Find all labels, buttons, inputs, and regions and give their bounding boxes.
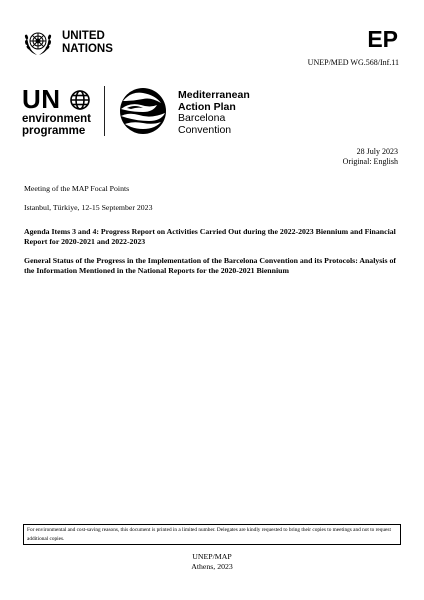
meeting-venue: Istanbul, Türkiye, 12-15 September 2023 bbox=[24, 203, 153, 212]
organization-line-1: UNITED bbox=[62, 30, 105, 42]
unep-logo-line-1: environment bbox=[22, 113, 92, 125]
map-logo-line-3: Barcelona bbox=[178, 112, 226, 124]
document-date-block bbox=[343, 147, 398, 167]
organization-name bbox=[62, 30, 113, 55]
globe-icon bbox=[69, 89, 91, 111]
original-language: Original: English bbox=[342, 157, 398, 166]
printing-note: For environmental and cost-saving reasons, this document is printed in a limited number. Delegates are kindly requested to bring their copies to meetings and not to request additional copies. bbox=[23, 524, 401, 545]
map-wave-emblem-icon bbox=[113, 87, 173, 135]
unep-logo-un: UN bbox=[22, 84, 61, 114]
footer bbox=[0, 552, 424, 571]
unep-logo bbox=[22, 86, 103, 138]
meeting-name: Meeting of the MAP Focal Points bbox=[24, 184, 130, 193]
map-logo-line-4: Convention bbox=[178, 123, 232, 136]
document-symbol: UNEP/MED WG.568/Inf.11 bbox=[307, 58, 399, 67]
footer-place-year: Athens, 2023 bbox=[191, 561, 233, 571]
un-emblem-icon bbox=[22, 26, 54, 58]
unep-logo-text bbox=[22, 113, 91, 137]
logo-divider bbox=[104, 86, 105, 136]
unep-logo-line-2: programme bbox=[22, 125, 86, 137]
organization-line-2: NATIONS bbox=[62, 42, 113, 55]
document-title: General Status of the Progress in the Implementation of the Barcelona Convention and its Protocols: Analysis of the Information Mentioned in the National Reports for the 2020-2021 Biennium bbox=[24, 256, 396, 275]
map-logo-line-2: Action Plan bbox=[178, 100, 236, 113]
language-code: EP bbox=[367, 26, 398, 52]
document-date: 28 July 2023 bbox=[356, 147, 398, 156]
map-logo-line-1: Mediterranean bbox=[178, 89, 250, 101]
agenda-items: Agenda Items 3 and 4: Progress Report on Activities Carried Out during the 2022-2023 Biennium and Financial Report for 2020-2021 and 2022-2023 bbox=[24, 227, 396, 246]
map-logo-text bbox=[178, 90, 250, 136]
footer-organization: UNEP/MAP bbox=[192, 552, 232, 561]
